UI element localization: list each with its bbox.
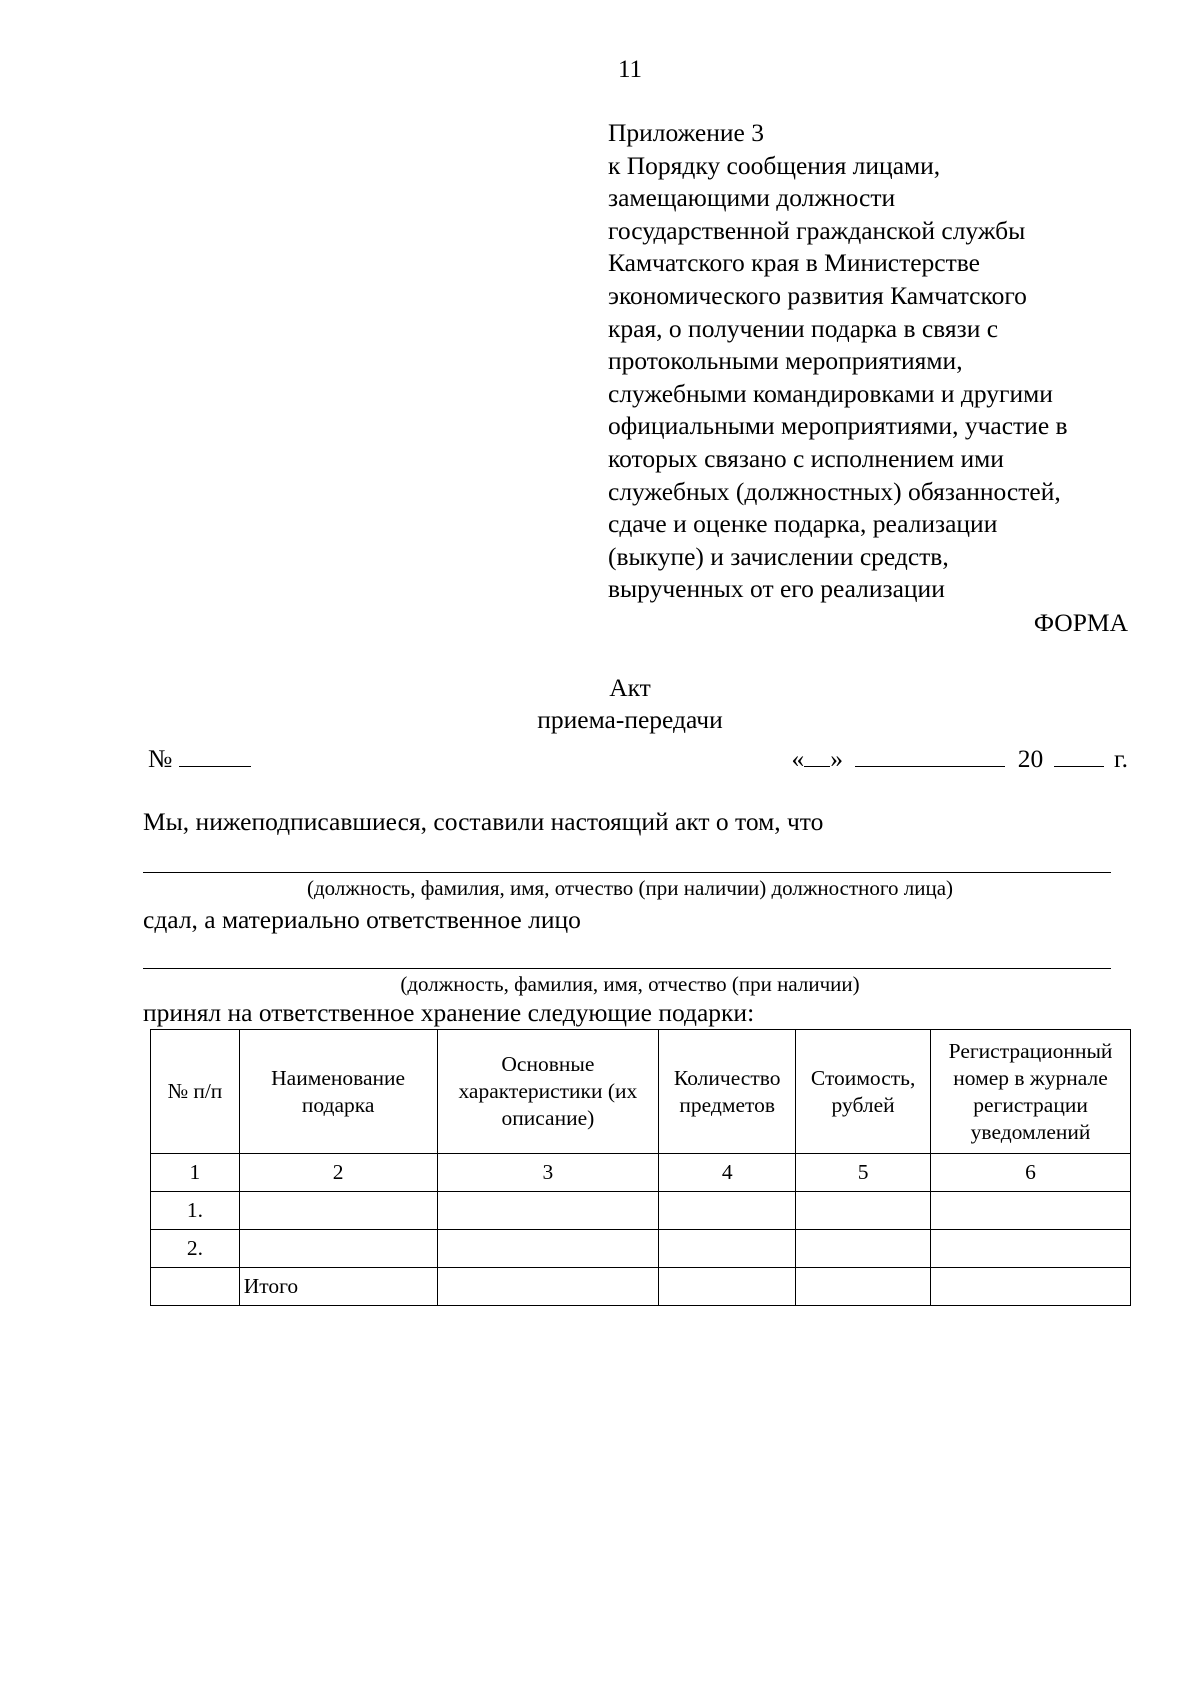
- date-year-prefix: 20: [1017, 744, 1044, 773]
- column-number: 1: [151, 1154, 240, 1192]
- date-month-blank[interactable]: [855, 744, 1005, 767]
- empty-cell[interactable]: [659, 1268, 796, 1306]
- column-number: 3: [437, 1154, 659, 1192]
- header-cell-number: № п/п: [151, 1030, 240, 1154]
- official-caption: (должность, фамилия, имя, отчество (при наличии) должностного лица): [306, 876, 954, 900]
- act-number-blank[interactable]: [179, 744, 251, 767]
- header-cell-quantity: Количество предметов: [659, 1030, 796, 1154]
- empty-cell[interactable]: [796, 1230, 931, 1268]
- accepted-text: принял на ответственное хранение следующие подарки:: [143, 998, 755, 1027]
- official-blank-line[interactable]: [143, 872, 1111, 873]
- appendix-line: Камчатского края в Министерстве: [608, 248, 980, 278]
- gifts-table: [150, 1029, 1131, 1306]
- act-number-field: [148, 744, 251, 774]
- act-title-block: [0, 672, 1200, 736]
- total-label: Итого: [239, 1268, 437, 1306]
- empty-cell[interactable]: [239, 1192, 437, 1230]
- empty-cell: [151, 1268, 240, 1306]
- appendix-line: к Порядку сообщения лицами,: [608, 150, 941, 180]
- column-number: 5: [796, 1154, 931, 1192]
- appendix-line: которых связано с исполнением ими: [608, 443, 1004, 473]
- column-number: 6: [931, 1154, 1131, 1192]
- row-number: 1.: [151, 1192, 240, 1230]
- empty-cell[interactable]: [931, 1268, 1131, 1306]
- date-year-suffix: г.: [1114, 744, 1128, 773]
- responsible-caption: (должность, фамилия, имя, отчество (при наличии): [400, 972, 860, 996]
- responsible-blank-line[interactable]: [143, 968, 1111, 969]
- appendix-line: края, о получении подарка в связи с: [608, 313, 999, 343]
- appendix-line: замещающими должности: [608, 183, 896, 213]
- appendix-line: (выкупе) и зачислении средств,: [608, 541, 949, 571]
- act-date-field: [792, 744, 1128, 774]
- appendix-line: официальными мероприятиями, участие в: [608, 411, 1068, 441]
- appendix-line: вырученных от его реализации: [608, 574, 945, 604]
- act-subtitle: приема-передачи: [537, 705, 723, 734]
- column-number: 4: [659, 1154, 796, 1192]
- form-label: ФОРМА: [1033, 608, 1128, 637]
- intro-text: Мы, нижеподписавшиеся, составили настоящий акт о том, что: [143, 807, 824, 836]
- appendix-line: протокольными мероприятиями,: [608, 346, 963, 376]
- number-sign: №: [148, 744, 173, 773]
- table-column-numbers-row: [151, 1154, 1131, 1192]
- column-number: 2: [239, 1154, 437, 1192]
- appendix-line: сдаче и оценке подарка, реализации: [608, 509, 998, 539]
- empty-cell[interactable]: [796, 1192, 931, 1230]
- empty-cell[interactable]: [659, 1192, 796, 1230]
- empty-cell[interactable]: [796, 1268, 931, 1306]
- empty-cell[interactable]: [931, 1230, 1131, 1268]
- header-cell-cost: Стоимость, рублей: [796, 1030, 931, 1154]
- date-year-blank[interactable]: [1054, 744, 1104, 767]
- page-number: 11: [617, 56, 643, 83]
- table-row: [151, 1230, 1131, 1268]
- appendix-line: государственной гражданской службы: [608, 215, 1026, 245]
- empty-cell[interactable]: [239, 1230, 437, 1268]
- appendix-line: служебными командировками и другими: [608, 378, 1053, 408]
- empty-cell[interactable]: [437, 1192, 659, 1230]
- row-number: 2.: [151, 1230, 240, 1268]
- appendix-line: экономического развития Камчатского: [608, 280, 1027, 310]
- table-total-row: [151, 1268, 1131, 1306]
- appendix-line: служебных (должностных) обязанностей,: [608, 476, 1061, 506]
- date-open-quote: «: [791, 744, 805, 773]
- empty-cell[interactable]: [437, 1230, 659, 1268]
- date-day-blank[interactable]: [804, 744, 830, 767]
- header-cell-registration: Регистрационный номер в журнале регистрации уведомлений: [931, 1030, 1131, 1154]
- header-cell-name: Наименование подарка: [239, 1030, 437, 1154]
- table-row: [151, 1192, 1131, 1230]
- date-close-quote: »: [830, 744, 844, 773]
- appendix-line: Приложение 3: [608, 118, 764, 147]
- empty-cell[interactable]: [437, 1268, 659, 1306]
- appendix-header: [608, 117, 1128, 606]
- act-title: Акт: [609, 673, 651, 702]
- handed-text: сдал, а материально ответственное лицо: [143, 905, 581, 934]
- table-header-row: [151, 1030, 1131, 1154]
- empty-cell[interactable]: [659, 1230, 796, 1268]
- header-cell-characteristics: Основные характеристики (их описание): [437, 1030, 659, 1154]
- empty-cell[interactable]: [931, 1192, 1131, 1230]
